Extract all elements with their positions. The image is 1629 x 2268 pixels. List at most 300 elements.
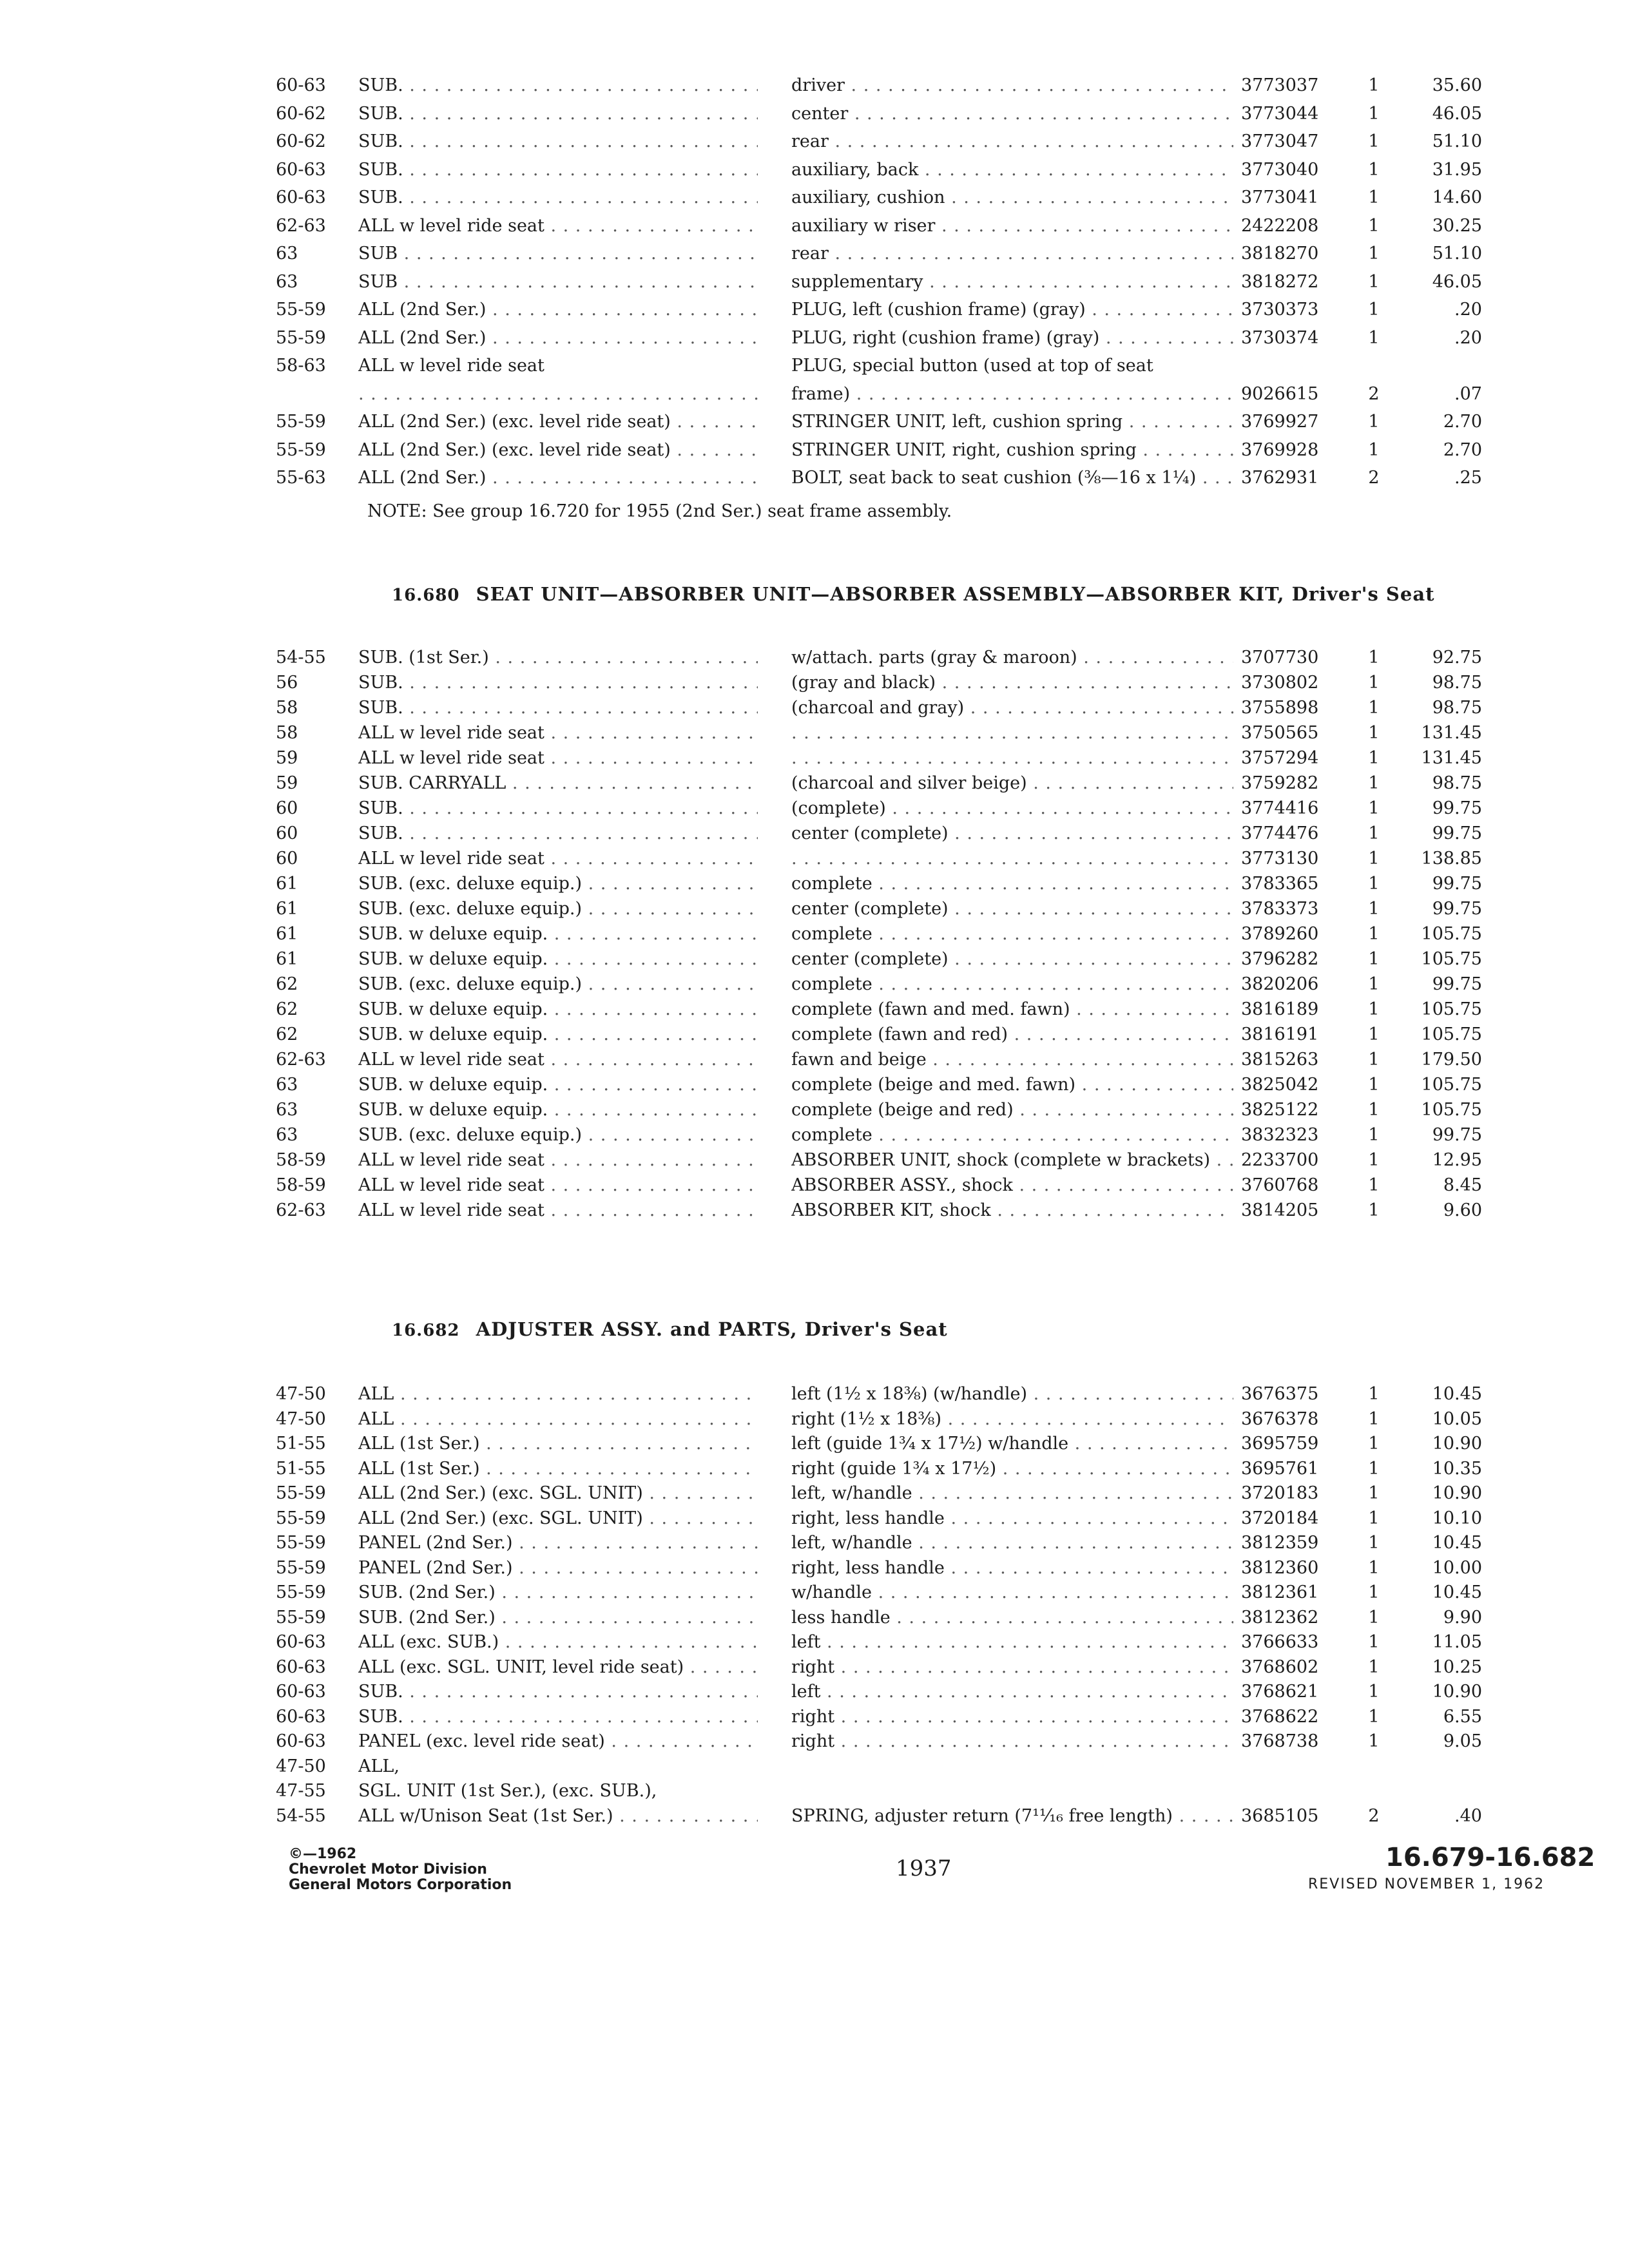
parts-row [0,1172,1629,1199]
model-years: 62-63 [276,215,326,236]
section-number: 16.680 [392,586,460,605]
section-title: SEAT UNIT—ABSORBER UNIT—ABSORBER ASSEMBLY—ABSORBER KIT, Driver's Seat [476,583,1435,605]
parts-row [0,408,1629,436]
part-description [791,845,1233,872]
quantity: 1 [1368,244,1380,264]
parts-row [0,644,1629,671]
part-description: complete (beige and red) . . . [791,1097,1233,1124]
part-number: 3676378 [1241,1408,1319,1429]
part-description: ABSORBER ASSY., shock . . . [791,1172,1233,1199]
quantity: 1 [1368,1100,1380,1120]
part-number: 3760768 [1241,1175,1319,1195]
part-description: STRINGER UNIT, left, cushion spring . . . [791,408,1233,436]
parts-row [0,720,1629,747]
parts-row [0,1505,1629,1532]
parts-row [0,921,1629,948]
list-price: .07 [1454,383,1482,404]
list-price: .20 [1454,300,1482,320]
model-application: SUB. (1st Ser.) . . . [358,644,758,671]
model-years: 55-59 [276,300,326,320]
model-years: 60-63 [276,1682,326,1702]
page-number: 1937 [896,1856,952,1881]
model-years: 60-63 [276,1657,326,1677]
part-description: left . . . [791,1678,1233,1706]
list-price: 131.45 [1421,723,1482,743]
section-heading-16680 [392,583,1435,605]
part-description: right (guide 1¾ x 17½) . . . [791,1456,1233,1483]
model-application: ALL (2nd Ser.) (exc. level ride seat) . . . [358,437,758,464]
quantity: 1 [1368,215,1380,236]
part-description: center (complete) . . . [791,896,1233,923]
parts-row [0,269,1629,296]
list-price: 6.55 [1443,1706,1482,1727]
part-number: 3773037 [1241,75,1319,95]
model-application: ALL w/Unison Seat (1st Ser.) . . . [358,1803,758,1830]
model-application: SUB . . . [358,240,758,267]
model-years: 55-59 [276,439,326,460]
model-application: ALL (2nd Ser.) . . . [358,465,758,492]
part-description: PLUG, right (cushion frame) (gray) . . . [791,325,1233,352]
model-years: 62-63 [276,1050,326,1070]
model-application: SUB. . . . [358,1678,758,1706]
model-years: 55-59 [276,412,326,432]
part-number: 3812359 [1241,1533,1319,1553]
model-application: ALL (2nd Ser.) (exc. level ride seat) . . . [358,408,758,436]
model-years: 60-62 [276,131,326,151]
quantity: 1 [1368,1682,1380,1702]
model-years: 55-59 [276,1557,326,1578]
part-number: 3815263 [1241,1050,1319,1070]
part-number: 3685105 [1241,1805,1319,1826]
model-application: SUB. w deluxe equip. . . . [358,996,758,1023]
model-application: SGL. UNIT (1st Ser.), (exc. SUB.), [358,1781,657,1801]
list-price: 35.60 [1432,75,1482,95]
model-years: 47-50 [276,1384,326,1404]
list-price: 9.60 [1443,1200,1482,1220]
model-application: SUB. w deluxe equip. . . . [358,1097,758,1124]
parts-row [0,695,1629,722]
model-years: 62 [276,999,298,1019]
quantity: 1 [1368,300,1380,320]
model-years: 60-62 [276,103,326,124]
parts-row [0,1803,1629,1830]
quantity: 1 [1368,412,1380,432]
model-application [358,381,758,408]
model-years: 54-55 [276,1805,326,1826]
quantity: 1 [1368,899,1380,919]
model-application: ALL, [358,1756,400,1776]
part-description: right, less handle . . . [791,1555,1233,1582]
parts-row [0,465,1629,492]
list-price: 2.70 [1443,439,1482,460]
list-price: 99.75 [1432,899,1482,919]
list-price: 138.85 [1421,849,1482,869]
list-price: 51.10 [1432,131,1482,151]
model-application: SUB. . . . [358,1704,758,1731]
model-application: ALL (exc. SGL. UNIT, level ride seat) . . . [358,1654,758,1681]
quantity: 1 [1368,823,1380,843]
part-number: 3773040 [1241,159,1319,180]
footer-publisher [289,1847,512,1893]
part-description: left (guide 1¾ x 17½) w/handle . . . [791,1430,1233,1457]
model-years: 62-63 [276,1200,326,1220]
model-application: SUB. . . . [358,669,758,697]
quantity: 1 [1368,1050,1380,1070]
parts-row [0,996,1629,1023]
parts-row [0,1072,1629,1099]
model-years: 63 [276,1075,298,1095]
part-description: complete . . . [791,1122,1233,1149]
part-number: 9026615 [1241,383,1319,404]
parts-row [0,1406,1629,1433]
part-number: 2233700 [1241,1150,1319,1170]
quantity: 1 [1368,1175,1380,1195]
parts-row [0,157,1629,184]
part-number: 3676375 [1241,1384,1319,1404]
quantity: 1 [1368,271,1380,292]
part-description: (charcoal and gray) . . . [791,695,1233,722]
model-years: 59 [276,773,298,793]
list-price: 9.05 [1443,1731,1482,1751]
quantity: 1 [1368,773,1380,793]
model-application: ALL w level ride seat . . . [358,213,758,240]
part-description: complete (fawn and red) . . . [791,1021,1233,1048]
part-number: 3818272 [1241,271,1319,292]
model-years: 63 [276,244,298,264]
corporation-name: General Motors Corporation [289,1877,512,1893]
part-number: 3773130 [1241,849,1319,869]
model-application: SUB. . . . [358,820,758,847]
model-years: 58 [276,698,298,718]
model-application: PANEL (2nd Ser.) . . . [358,1530,758,1557]
list-price: 10.45 [1432,1533,1482,1553]
part-description: rear . . . [791,128,1233,155]
model-years: 61 [276,899,298,919]
quantity: 1 [1368,949,1380,969]
parts-row [0,1021,1629,1048]
quantity: 1 [1368,798,1380,818]
model-application: SUB. w deluxe equip. . . . [358,921,758,948]
parts-row [0,1778,1629,1805]
part-number: 3768621 [1241,1682,1319,1702]
list-price: .40 [1454,1805,1482,1826]
part-description: less handle . . . [791,1604,1233,1631]
part-description: right (1½ x 18⅜) . . . [791,1406,1233,1433]
parts-row [0,1629,1629,1656]
parts-row [0,669,1629,697]
part-number: 3814205 [1241,1200,1319,1220]
model-application: ALL w level ride seat . . . [358,1147,758,1174]
part-description: center (complete) . . . [791,820,1233,847]
parts-row [0,296,1629,323]
parts-row [0,1728,1629,1755]
part-number: 3818270 [1241,244,1319,264]
quantity: 1 [1368,1075,1380,1095]
model-application: SUB. (exc. deluxe equip.) . . . [358,971,758,998]
part-description: (complete) . . . [791,795,1233,822]
part-description: auxiliary, back . . . [791,157,1233,184]
part-number: 3769928 [1241,439,1319,460]
quantity: 1 [1368,748,1380,768]
parts-row [0,1480,1629,1507]
quantity: 1 [1368,131,1380,151]
part-number: 3783365 [1241,874,1319,894]
parts-row [0,946,1629,973]
quantity: 1 [1368,1582,1380,1602]
model-years: 55-63 [276,468,326,488]
model-years: 61 [276,924,298,944]
part-description: STRINGER UNIT, right, cushion spring . . . [791,437,1233,464]
model-years: 60-63 [276,187,326,207]
model-years: 60-63 [276,75,326,95]
parts-row [0,1678,1629,1706]
quantity: 1 [1368,1458,1380,1479]
model-years: 47-50 [276,1756,326,1776]
parts-row [0,1530,1629,1557]
part-description: SPRING, adjuster return (7¹¹⁄₁₆ free length) . . . [791,1803,1233,1830]
part-number: 3773047 [1241,131,1319,151]
model-years: 63 [276,1125,298,1145]
quantity: 1 [1368,1731,1380,1751]
part-description: complete (fawn and med. fawn) . . . [791,996,1233,1023]
model-application: SUB. . . . [358,72,758,99]
model-application: SUB. (exc. deluxe equip.) . . . [358,896,758,923]
part-number: 3825122 [1241,1100,1319,1120]
model-application: ALL w level ride seat . . . [358,1172,758,1199]
group-range: 16.679-16.682 [1385,1843,1595,1872]
quantity: 1 [1368,648,1380,668]
quantity: 1 [1368,999,1380,1019]
part-description: auxiliary, cushion . . . [791,184,1233,211]
model-years: 58-63 [276,356,326,376]
part-description: complete . . . [791,870,1233,898]
part-description: ABSORBER UNIT, shock (complete w brackets) . . . [791,1147,1233,1174]
parts-row [0,213,1629,240]
model-years: 58-59 [276,1175,326,1195]
quantity: 1 [1368,439,1380,460]
list-price: 105.75 [1421,949,1482,969]
part-number: 3707730 [1241,648,1319,668]
part-description: complete (beige and med. fawn) . . . [791,1072,1233,1099]
part-number: 3820206 [1241,974,1319,994]
quantity: 1 [1368,327,1380,348]
model-years: 47-55 [276,1781,326,1801]
list-price: 10.00 [1432,1557,1482,1578]
part-number: 3825042 [1241,1075,1319,1095]
part-description: center (complete) . . . [791,946,1233,973]
model-application: SUB . . . [358,269,758,296]
list-price: 51.10 [1432,244,1482,264]
model-years: 60-63 [276,1632,326,1652]
parts-row [0,1456,1629,1483]
part-number: 3768602 [1241,1657,1319,1677]
part-description: auxiliary w riser . . . [791,213,1233,240]
part-number: 3695759 [1241,1434,1319,1454]
list-price: 30.25 [1432,215,1482,236]
list-price: 10.25 [1432,1657,1482,1677]
list-price: 105.75 [1421,924,1482,944]
parts-row [0,1555,1629,1582]
parts-row [0,128,1629,155]
part-description: supplementary . . . [791,269,1233,296]
list-price: 10.90 [1432,1434,1482,1454]
part-number: 3783373 [1241,899,1319,919]
model-application: ALL (2nd Ser.) (exc. SGL. UNIT) . . . [358,1480,758,1507]
part-number: 3759282 [1241,773,1319,793]
model-application: ALL (1st Ser.) . . . [358,1456,758,1483]
model-application: ALL w level ride seat . . . [358,720,758,747]
section-number: 16.682 [392,1321,460,1340]
part-number: 3816189 [1241,999,1319,1019]
model-years: 60-63 [276,159,326,180]
part-number: 3789260 [1241,924,1319,944]
part-number: 3812360 [1241,1557,1319,1578]
model-application: ALL (exc. SUB.) . . . [358,1629,758,1656]
part-description: left, w/handle . . . [791,1480,1233,1507]
model-application: ALL . . . [358,1406,758,1433]
part-number: 3695761 [1241,1458,1319,1479]
parts-row [0,381,1629,408]
part-number: 3774416 [1241,798,1319,818]
part-description: complete . . . [791,921,1233,948]
quantity: 1 [1368,1384,1380,1404]
quantity: 1 [1368,1508,1380,1528]
quantity: 1 [1368,1706,1380,1727]
part-description: complete . . . [791,971,1233,998]
quantity: 1 [1368,698,1380,718]
quantity: 1 [1368,75,1380,95]
quantity: 1 [1368,1607,1380,1628]
model-application: SUB. . . . [358,128,758,155]
model-application: SUB. (exc. deluxe equip.) . . . [358,1122,758,1149]
parts-row [0,325,1629,352]
parts-row [0,1753,1629,1780]
parts-row [0,72,1629,99]
parts-row [0,1046,1629,1073]
model-years: 60 [276,823,298,843]
model-application: ALL (2nd Ser.) (exc. SGL. UNIT) . . . [358,1505,758,1532]
model-application: ALL (2nd Ser.) . . . [358,296,758,323]
quantity: 1 [1368,1657,1380,1677]
model-application: ALL (2nd Ser.) . . . [358,325,758,352]
part-number: 3816191 [1241,1024,1319,1044]
part-description: w/handle . . . [791,1579,1233,1606]
quantity: 1 [1368,1200,1380,1220]
model-years: 51-55 [276,1458,326,1479]
model-application: ALL w level ride seat . . . [358,845,758,872]
parts-row [0,184,1629,211]
list-price: 10.45 [1432,1582,1482,1602]
part-description [791,720,1233,747]
part-description: ABSORBER KIT, shock . . . [791,1197,1233,1224]
list-price: 10.10 [1432,1508,1482,1528]
list-price: 98.75 [1432,773,1482,793]
part-number: 3812361 [1241,1582,1319,1602]
parts-row [0,820,1629,847]
quantity: 1 [1368,1483,1380,1503]
model-years: 58 [276,723,298,743]
part-number: 3730374 [1241,327,1319,348]
quantity: 1 [1368,924,1380,944]
list-price: 10.45 [1432,1384,1482,1404]
quantity: 1 [1368,1434,1380,1454]
model-years: 59 [276,748,298,768]
part-description: rear . . . [791,240,1233,267]
parts-row [0,795,1629,822]
part-description: center . . . [791,101,1233,128]
part-description: right . . . [791,1654,1233,1681]
list-price: 99.75 [1432,823,1482,843]
list-price: 10.90 [1432,1483,1482,1503]
part-number: 3796282 [1241,949,1319,969]
model-application: SUB. w deluxe equip. . . . [358,946,758,973]
list-price: 46.05 [1432,103,1482,124]
model-application: ALL w level ride seat [358,356,545,376]
model-years: 60 [276,798,298,818]
model-years: 51-55 [276,1434,326,1454]
parts-row [0,1579,1629,1606]
quantity: 1 [1368,1632,1380,1652]
model-application: ALL . . . [358,1381,758,1408]
part-number: 3730373 [1241,300,1319,320]
part-number: 3773041 [1241,187,1319,207]
list-price: 31.95 [1432,159,1482,180]
model-application: PANEL (exc. level ride seat) . . . [358,1728,758,1755]
list-price: 10.05 [1432,1408,1482,1429]
parts-row [0,896,1629,923]
division-name: Chevrolet Motor Division [289,1861,487,1878]
quantity: 1 [1368,187,1380,207]
model-years: 63 [276,1100,298,1120]
model-years: 60-63 [276,1731,326,1751]
model-application: PANEL (2nd Ser.) . . . [358,1555,758,1582]
part-description: left (1½ x 18⅜) (w/handle) . . . [791,1381,1233,1408]
model-application: SUB. (exc. deluxe equip.) . . . [358,870,758,898]
list-price: 105.75 [1421,1100,1482,1120]
parts-row [0,1197,1629,1224]
list-price: .25 [1454,468,1482,488]
revision-date: REVISED NOVEMBER 1, 1962 [1308,1876,1545,1892]
quantity: 1 [1368,1024,1380,1044]
parts-row [0,1097,1629,1124]
parts-row [0,971,1629,998]
model-application: ALL w level ride seat . . . [358,1197,758,1224]
list-price: 131.45 [1421,748,1482,768]
quantity: 1 [1368,974,1380,994]
model-application: SUB. w deluxe equip. . . . [358,1021,758,1048]
part-number: 3812362 [1241,1607,1319,1628]
parts-row [0,437,1629,464]
quantity: 1 [1368,159,1380,180]
list-price: 105.75 [1421,1075,1482,1095]
quantity: 1 [1368,1408,1380,1429]
part-description: (charcoal and silver beige) . . . [791,770,1233,797]
list-price: 10.35 [1432,1458,1482,1479]
part-description [791,745,1233,772]
parts-row [0,1381,1629,1408]
part-description: left . . . [791,1629,1233,1656]
list-price: 12.95 [1432,1150,1482,1170]
part-description: driver . . . [791,72,1233,99]
part-description: fawn and beige . . . [791,1046,1233,1073]
quantity: 1 [1368,1557,1380,1578]
section-heading-16682 [392,1318,948,1340]
list-price: 98.75 [1432,673,1482,693]
part-number: 3720183 [1241,1483,1319,1503]
quantity: 1 [1368,723,1380,743]
list-price: 105.75 [1421,1024,1482,1044]
part-number: 3730802 [1241,673,1319,693]
